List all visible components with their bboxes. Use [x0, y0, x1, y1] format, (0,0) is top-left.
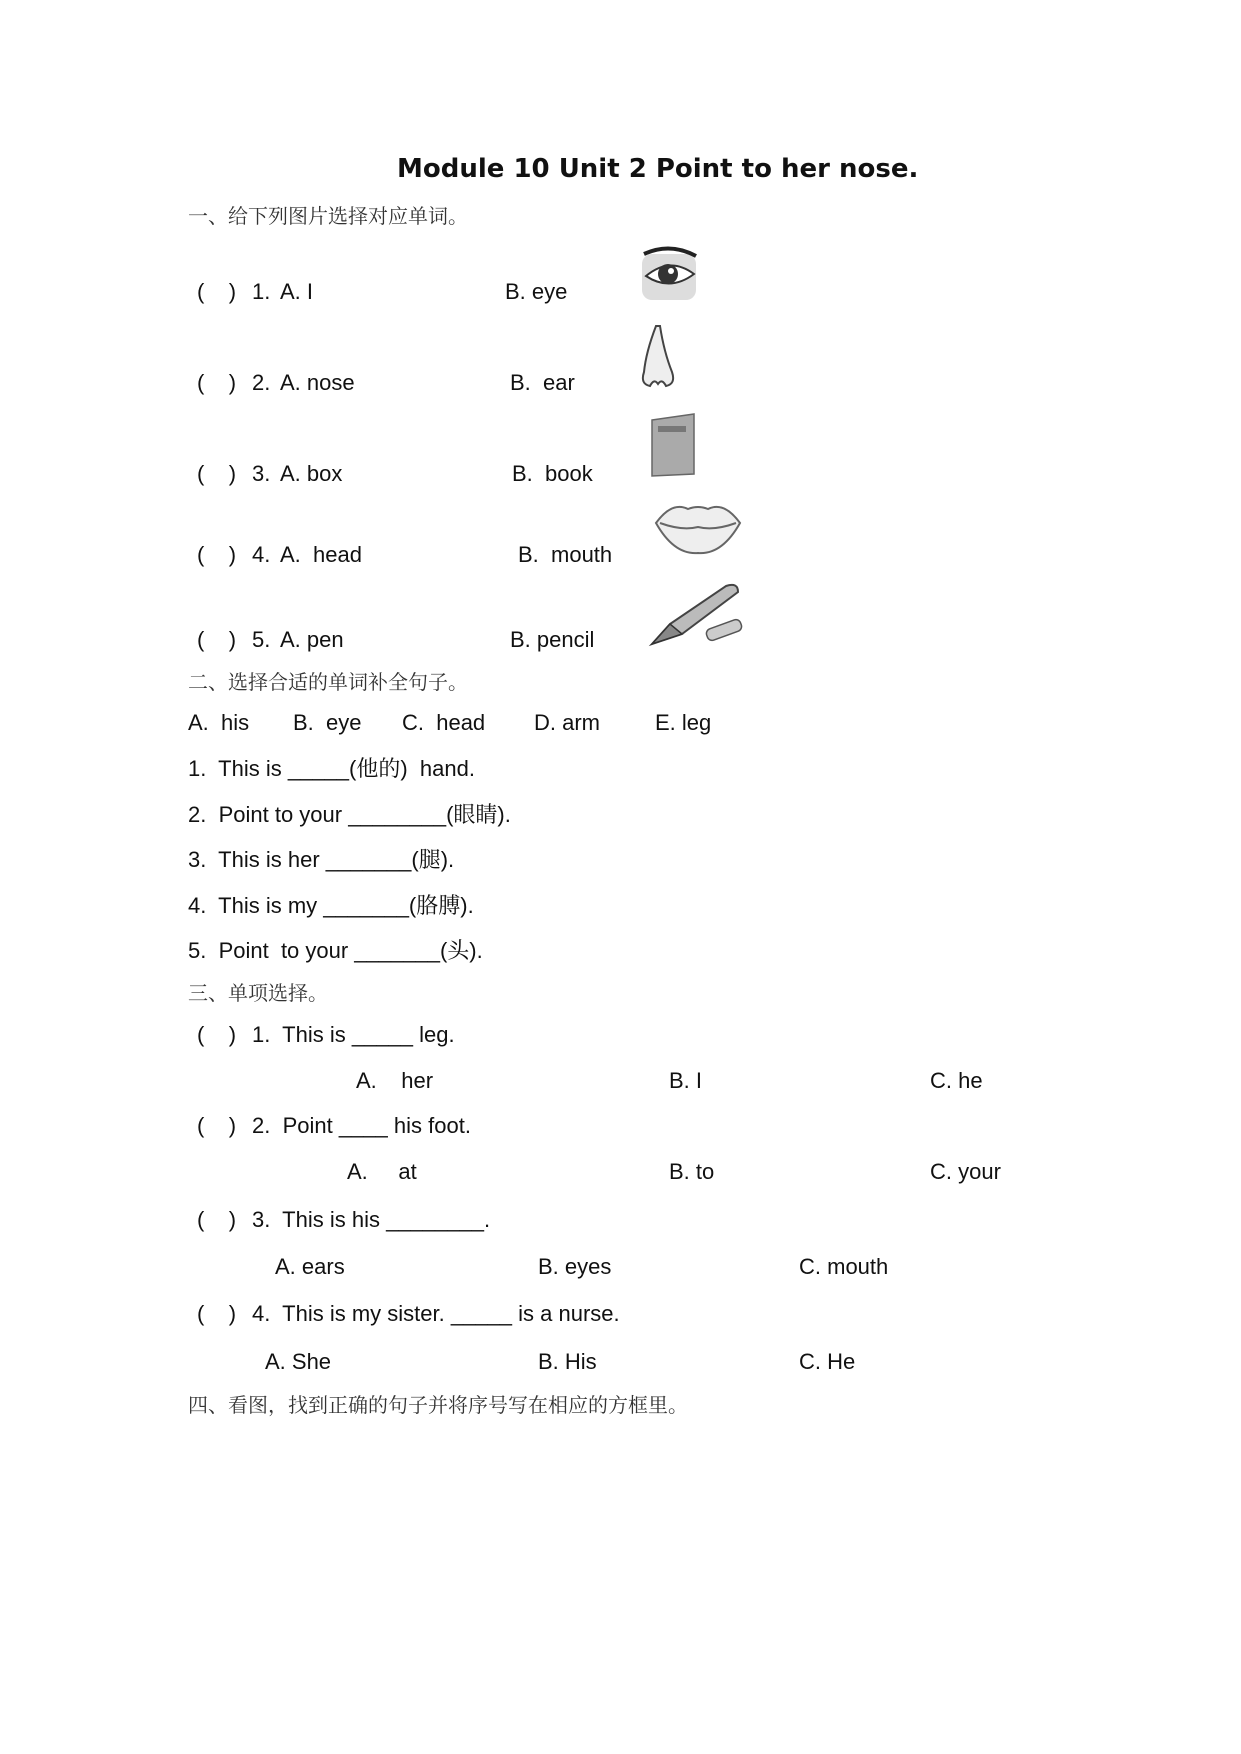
word-option: E. leg: [655, 710, 712, 735]
s1-paren[interactable]: ( ): [197, 279, 237, 304]
choice-b: B. to: [669, 1159, 715, 1184]
q-paren[interactable]: ( ): [197, 1301, 237, 1326]
s1-option-a: A. box: [280, 461, 343, 486]
choice-b: B. His: [538, 1349, 597, 1374]
choice-b: B. I: [669, 1068, 703, 1093]
pen-icon: [646, 580, 744, 648]
nose-icon: [638, 322, 680, 392]
s1-option-b: B. book: [512, 461, 593, 486]
question-text: 2. Point ____ his foot.: [252, 1113, 471, 1138]
s1-paren[interactable]: ( ): [197, 627, 237, 652]
choice-a: A. She: [265, 1349, 332, 1374]
question-text: 1. This is _____ leg.: [252, 1022, 455, 1047]
question-text: 3. This is his ________.: [252, 1207, 491, 1232]
s1-option-b: B. mouth: [518, 542, 613, 567]
fill-sentence[interactable]: 4. This is my _______(胳膊).: [188, 893, 474, 918]
s1-paren[interactable]: ( ): [197, 542, 237, 567]
fill-sentence[interactable]: 1. This is _____(他的) hand.: [188, 756, 475, 781]
choice-a: A. at: [347, 1159, 417, 1184]
s1-num: 3.: [252, 461, 271, 486]
q-paren[interactable]: ( ): [197, 1022, 237, 1047]
s1-num: 5.: [252, 627, 271, 652]
choice-b: B. eyes: [538, 1254, 612, 1279]
choice-c: C. your: [930, 1159, 1001, 1184]
eye-icon: [640, 244, 700, 304]
section4-heading: 四、看图，找到正确的句子并将序号写在相应的方框里。: [188, 1393, 688, 1417]
word-option: B. eye: [293, 710, 362, 735]
choice-a: A. her: [356, 1068, 434, 1093]
choice-c: C. mouth: [799, 1254, 889, 1279]
question-text: 4. This is my sister. _____ is a nurse.: [252, 1301, 620, 1326]
page-title: Module 10 Unit 2 Point to her nose.: [397, 154, 919, 184]
section3-heading: 三、单项选择。: [188, 981, 328, 1005]
s1-option-a: A. head: [280, 542, 362, 567]
word-option: C. head: [402, 710, 486, 735]
s1-paren[interactable]: ( ): [197, 370, 237, 395]
s1-option-b: B. pencil: [510, 627, 595, 652]
q-paren[interactable]: ( ): [197, 1207, 237, 1232]
s1-option-a: A. pen: [280, 627, 344, 652]
s1-num: 1.: [252, 279, 271, 304]
word-option: D. arm: [534, 710, 600, 735]
s1-num: 2.: [252, 370, 271, 395]
book-icon: [648, 412, 698, 478]
word-option: A. his: [188, 710, 250, 735]
choice-a: A. ears: [275, 1254, 345, 1279]
fill-sentence[interactable]: 3. This is her _______(腿).: [188, 847, 455, 872]
fill-sentence[interactable]: 2. Point to your ________(眼睛).: [188, 802, 511, 827]
section1-heading: 一、给下列图片选择对应单词。: [188, 204, 468, 228]
s1-option-b: B. eye: [505, 279, 568, 304]
s1-option-a: A. I: [280, 279, 314, 304]
s1-num: 4.: [252, 542, 271, 567]
section2-heading: 二、选择合适的单词补全句子。: [188, 670, 468, 694]
s1-option-a: A. nose: [280, 370, 355, 395]
s1-paren[interactable]: ( ): [197, 461, 237, 486]
choice-c: C. He: [799, 1349, 856, 1374]
choice-c: C. he: [930, 1068, 983, 1093]
fill-sentence[interactable]: 5. Point to your _______(头).: [188, 938, 483, 963]
q-paren[interactable]: ( ): [197, 1113, 237, 1138]
mouth-icon: [652, 497, 744, 559]
s1-option-b: B. ear: [510, 370, 575, 395]
